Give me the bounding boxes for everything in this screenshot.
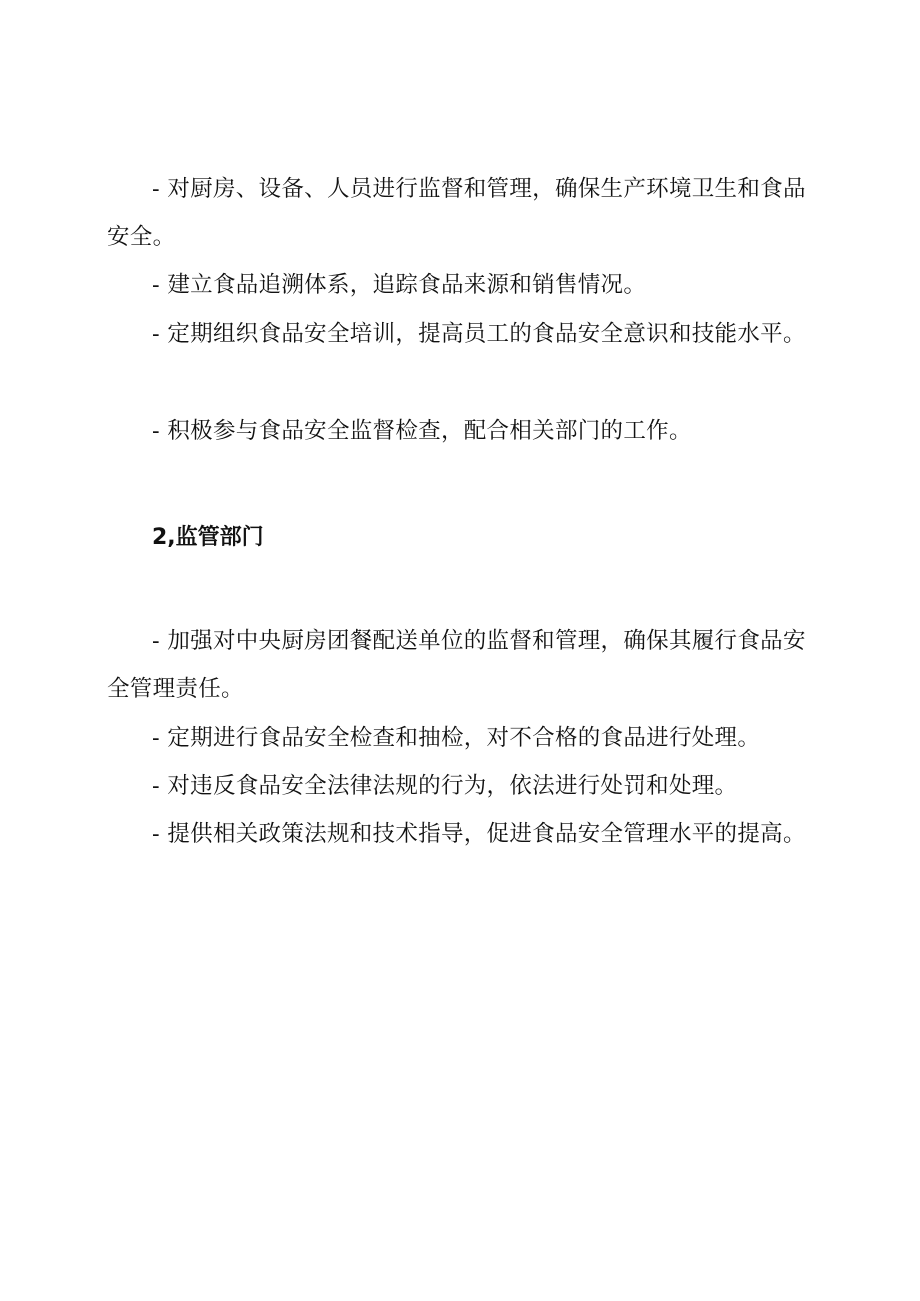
paragraph-traceability-system: - 建立食品追溯体系，追踪食品来源和销售情况。 [152, 272, 647, 298]
paragraph-safety-training: - 定期组织食品安全培训，提高员工的食品安全意识和技能水平。 [152, 321, 806, 347]
paragraph-strengthen-supervision: - 加强对中央厨房团餐配送单位的监督和管理，确保其履行食品安全管理责任。 [107, 628, 806, 702]
section-heading-regulatory-department: 2,监管部门 [152, 525, 264, 550]
paragraph-penalties: - 对违反食品安全法律法规的行为，依法进行处罚和处理。 [152, 773, 738, 799]
paragraph-policy-guidance: - 提供相关政策法规和技术指导，促进食品安全管理水平的提高。 [152, 821, 806, 847]
paragraph-inspection-cooperation: - 积极参与食品安全监督检查，配合相关部门的工作。 [152, 418, 692, 444]
paragraph-regular-inspection: - 定期进行食品安全检查和抽检，对不合格的食品进行处理。 [152, 725, 761, 751]
paragraph-kitchen-supervision: - 对厨房、设备、人员进行监督和管理，确保生产环境卫生和食品安全。 [107, 176, 806, 250]
